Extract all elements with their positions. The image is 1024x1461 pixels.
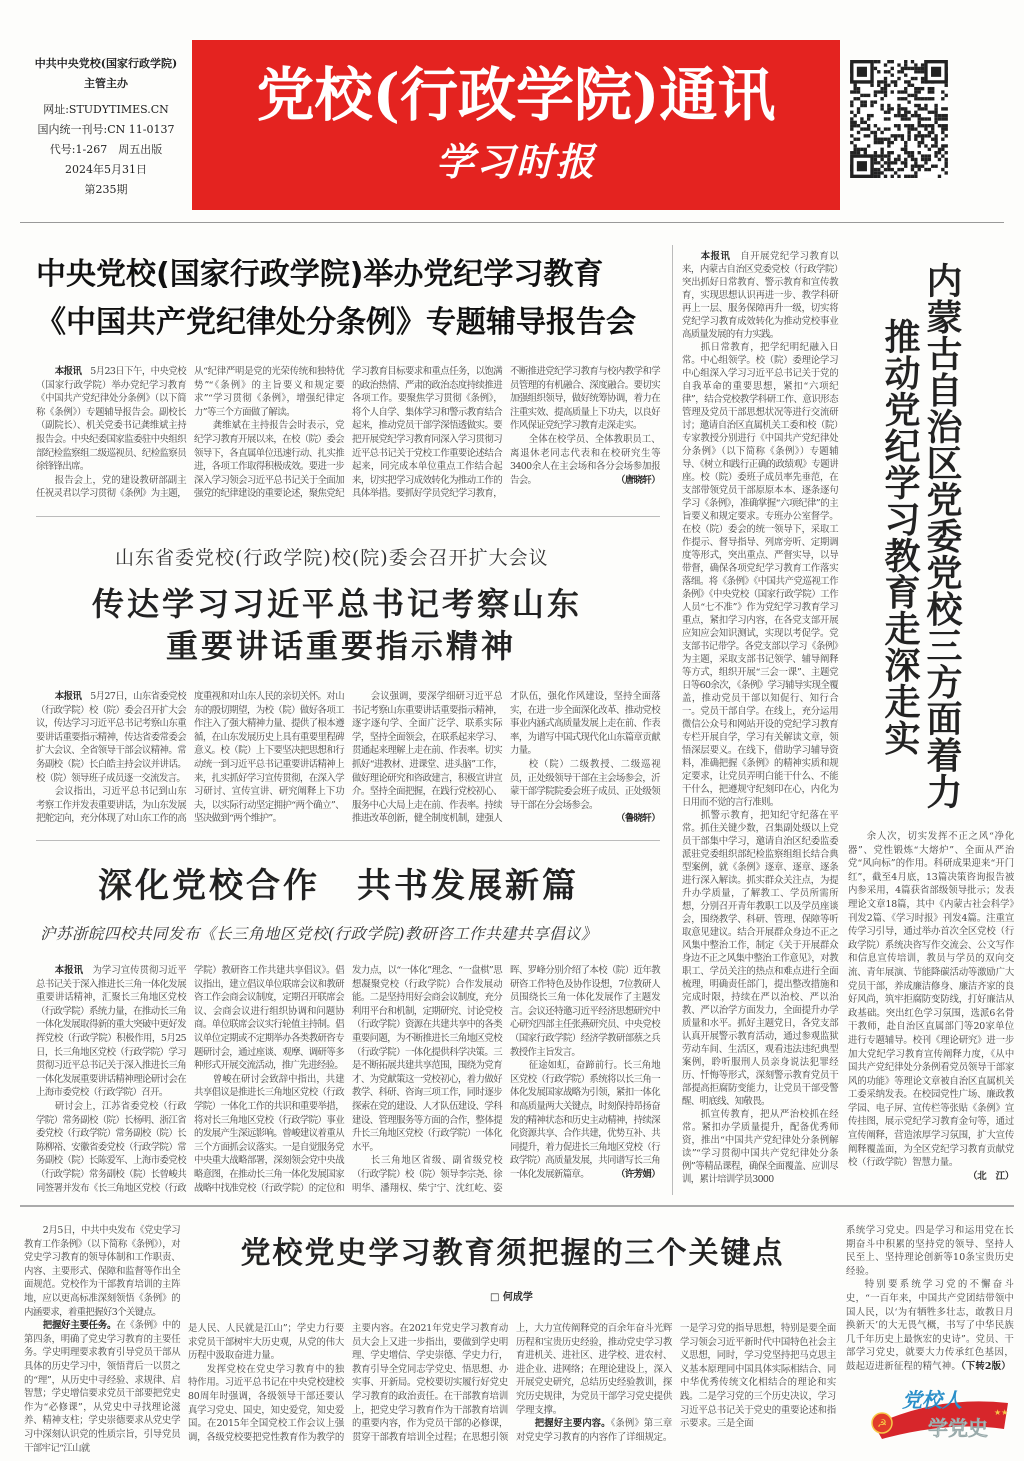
paragraph xyxy=(510,1059,660,1181)
paragraph-text: 《条例》第三章对党史学习教育的内容作了详细规定。一是学习党的指导思想，特别是要全面学习领会习近平新时代中国特色社会主义思想，同时，学习党坚持把马克思主义基本原理同中国具体实际相结合、同中华优秀传统文化相结合的理论和实践。二是学习党的三个历史决议，学习习近平总书记关于党史的重要论述和指示要求。三是全面 xyxy=(516,1323,836,1443)
article4-body-part2 xyxy=(848,830,1014,1194)
paragraph xyxy=(188,1322,344,1363)
masthead-info xyxy=(20,40,192,210)
paragraph-text: 会议指出，习近平总书记到山东考察工作并发表重要讲话，为山东发展把舵定向，充分体现了对山东工作的高度重视和对山东人民的亲切关怀。对山东的殷切期望，为校（院）做好各项工作注入了强大精神力量、提供了根本遵循，在山东发展历史上具有重要里程碑意义。校（院）上下要坚决把思想和行动统一到习近平总书记重要讲话精神上来，扎实抓好学习宣传贯彻，在深入学习研讨、宣传宣讲、研究阐释上下功夫，以实际行动坚定拥护“两个确立”、坚决做到“两个维护”。 xyxy=(36,691,344,825)
logo-line1: 党校人 xyxy=(902,1388,962,1412)
article5-headline: 党校党史学习教育须把握的三个关键点 xyxy=(240,1236,785,1271)
paragraph xyxy=(682,341,838,809)
paragraph-text: 长三角地区省级、副省级党校（行政学院）校（院）领导李宗尧、徐明华、潘翔权、柴宁宁、沈红屹、姿晖、罗峰分别介绍了本校（院）近年教研咨工作特色及协作设想，7位教研人员围绕长三角一体化发展作了主题发言。会议还特邀习近平经济思想研究中心研究四部主任张燕研究员、中央党校（国家行政学院）经济学教研部蔡之兵教授作主旨发言。 xyxy=(352,965,660,1194)
divider xyxy=(36,516,660,517)
paragraph-text: 研讨会上，江苏省委党校（行政学院）常务副校（院）长杨明、浙江省委党校（行政学院）常务副校（院）长陈柳裕、安徽省委党校（行政学院）常务副校（院）长陈爱军、上海市委党校（行政学院）常务副校（院）长曾峻共同签署并发布《长三角地区党校（行政学院）教研咨工作共建共享倡议》。倡议指出，建立倡议单位联席会议和教研咨工作会商会议制度，定期召开联席会议、会商会议进行组织协调和问题协商。单位联席会议实行轮值主持制。倡议单位定期或不定期举办各类教研咨专题研讨会，通过座谈、观摩、调研等多种形式开展交流活动，推广先进经验。 xyxy=(36,965,344,1194)
paragraph-text: 抓宣传教育，把从严治校抓在经常。紧扣办学质量提升，配备优秀师资，推出“中国共产党纪律处分条例解读”“学习贯彻中国共产党纪律处分条例”等精品课程，确保全面覆盖、应训尽训，累计培训学员3000 xyxy=(682,1109,838,1185)
byline: （唐晓轩） xyxy=(616,474,660,486)
newspaper-title: 党校(行政学院)通讯 xyxy=(256,61,776,129)
paragraph xyxy=(846,1278,1014,1373)
svg-text:☭: ☭ xyxy=(877,1417,887,1430)
article1-body xyxy=(36,365,660,505)
paragraph-lead: 本报讯 xyxy=(54,965,84,976)
paragraph-text: 系统学习党史。四是学习和运用党在长期奋斗中积累的坚持党的领导、坚持人民至上、坚持理论创新等10条宝贵历史经验。 xyxy=(846,1225,1014,1277)
divider xyxy=(20,222,1004,223)
paragraph-text: 余人次，切实发挥不正之风“净化器”、党性锻炼“大熔炉”、全面从严治党“风向标”的作用。科研成果迎来“开门红”，截至4月底，13篇决策咨询报告被内参采用，4篇获省部级领导批示；发表理论文章18篇，其中《内蒙古社会科学》刊发2篇、《学习时报》刊发4篇。注重宣传学习引导，通过举办首次全区党校（行政学院）系统决咨写作交流会、公文写作和信息宣传培训，教员与学员的双向交流、青年展演、节能降碳活动等激励广大党员干部，养成廉洁修身、廉洁齐家的良好风尚，筑牢拒腐防变防线，打好廉洁从政基础。突出红色学习氛围，选派6名骨干教师，赴自治区直属部门等20家单位进行专题辅导。校刊《理论研究》进一步加大党纪学习教育宣传阐释力度，《从中国共产党纪律处分条例看党员领导干部家风的功能》等理论文章被自治区直属机关工委采纳发表。在校园党性广场、廉政教学园、电子屏、宣传栏等张贴《条例》宣传挂图，展示党纪学习教育金句等，通过宣传阐释，营造浓厚学习氛围，扩大宣传阐释覆盖面，为全区党纪学习教育贡献党校（行政学院）智慧力量。 xyxy=(848,831,1014,1169)
paragraph-text: 龚维斌在主持报告会时表示，党纪学习教育开展以来，在校（院）委会领导下，各直属单位迅速行动、扎实推进，各项工作取得积极成效。要进一步深入学习领会习近平总书记关于全面加强党的纪律建设的重要论述，聚焦党纪学习教育目标要求和重点任务，以饱满的政治热情、严肃的政治态度持续推进各项工作。要聚焦学习贯彻《条例》，将个人自学、集体学习和警示教育结合起来，推动党员干部学深悟透做实。要把开展党纪学习教育同深入学习贯彻习近平总书记关于党校工作重要论述结合起来，同完成本单位重点工作结合起来，切实把学习成效转化为推动工作的具体举措。要抓好学员党纪学习教育，不断推进党纪学习教育与校内教学和学员管理的有机融合、深度融合。要切实加强组织领导，做好统筹协调，着力在注重实效、提高质量上下功夫，以良好作风保证党纪学习教育走深走实。 xyxy=(194,366,660,500)
paragraph-text: 会议强调，要深学细研习近平总书记考察山东重要讲话重要指示精神，逐字逐句学、全面广泛学、联系实际学，坚持全面领会，在联系起来学习、贯通起来理解上走在前、作表率。切实抓好“进教材、进课堂、进头脑”工作，做好理论研究和咨政建言，积极宣讲宣介。坚持全面把握，在践行党校初心、服务中心大局上走在前、作表率。持续推进改革创新，健全制度机制，建强人才队伍，强化作风建设，坚持全面落实，在进一步全面深化改革、推动党校事业内涵式高质量发展上走在前、作表率，为谱写中国式现代化山东篇章贡献力量。 xyxy=(352,691,660,825)
byline: （北 江） xyxy=(968,1170,1014,1182)
paragraph-text: 在《条例》中的第四条，明确了党史学习教育的主要任务。学史明理要求教育引导党员干部从具体的历史学习中，领悟背后一以贯之的“理”，从历史中寻经验、求规律、启智慧；学史增信要求党员干部要把党史作为“必修课”，从党史中寻找理论滋养、精神支柱；学史崇德要求从党史学习中深刻认识党的性质宗旨，引导党员干部牢记“江山就 xyxy=(24,1320,180,1454)
paragraph-text: 特别要系统学习党的不懈奋斗史，“一百年来，中国共产党团结带领中国人民，以‘为有牺牲多壮志，敢教日月换新天’的大无畏气概，书写了中华民族几千年历史上最恢宏的史诗”。党员、干部学习党史，就要大力传承红色基因，鼓起迈进新征程的精气神。 xyxy=(846,1279,1014,1372)
qr-code xyxy=(850,60,948,178)
logo-line2: 学党史 xyxy=(928,1416,988,1440)
divider xyxy=(20,1205,1014,1207)
article3-subhead: 沪苏浙皖四校共同发布《长三角地区党校(行政学院)教研咨工作共建共享倡议》 xyxy=(40,925,598,943)
byline: （许芳娟） xyxy=(616,1168,660,1180)
paragraph xyxy=(36,964,186,1100)
paragraph-text: 曾峻在研讨会致辞中指出，共建共享倡议是推进长三角地区党校（行政学院）一体化工作的共识和重要举措，将对长三角地区党校（行政学院）事业的发展产生深远影响。曾峻建议着重从三个方面抓会议落实。一是自觉服务党中央重大战略部署，深刻领会党中央战略意图，在推动长三角一体化发展国家战略中找准党校（行政学院）的定位和发力点，以“一体化”理念、“一盘棋”思想凝聚党校（行政学院）合作发展动能。二是坚持用好会商会议制度，充分利用平台和机制，定期研究、讨论党校（行政学院）资源在共建共享中的各类重要问题，为不断推进长三角地区党校（行政学院）一体化提供科学决策。三是不断拓展共建共享范围，围绕为党育才、为党献策这一党校初心，着力做好教学、科研、咨询三项工作，同时逐步探索在党的建设、人才队伍建设、学科建设、管理服务等方面的合作，整体提升长三角地区党校（行政学院）一体化水平。 xyxy=(194,965,502,1194)
article4-headline-line2: 推动党纪学习教育走深走实 xyxy=(879,318,921,756)
paragraph-text: 征途如虹，奋蹄前行。长三角地区党校（行政学院）系统将以长三角一体化发展国家战略为引领，紧扣一体化和高质量两大关键点，时刻保持昂扬奋发的精神状态和历史主动精神，持续深化资源共享、合作共建，优势互补、共同提升，着力促进长三角地区党校（行政学院）高质量发展，共同谱写长三角一体化发展新篇章。 xyxy=(510,1060,660,1180)
article5-body xyxy=(188,1322,836,1456)
paragraph-text: 报告会上，党的建设教研部副主任祝灵君以学习贯彻《条例》为主题，从“纪律严明是党的光荣传统和独特优势”“《条例》的主旨要义和规定要求”“学习贯彻《条例》，增强纪律定力”等三个方面做了解读。 xyxy=(36,366,344,500)
paragraph-text: 发挥党校在党史学习教育中的独特作用。习近平总书记在中央党校建校80周年时强调，各级领导干部还要认真学习党史、国史，知史爱党，知史爱国。在2015年全国党校工作会议上强调，各级党校要把党性教育作为教学的主要内容。在2021年党史学习教育动员大会上又进一步指出，要做到学史明理、学史增信、学史崇德、学史力行，教育引导全党同志学党史、悟思想、办实事、开新局。党校要切实履行好党史学习教育的政治责任。在干部教育培训上，把党史学习教育作为干部教育培训的重要内容，作为党员干部的必修课，贯穿干部教育培训全过程；在思想引领上，大力宣传阐释党的百余年奋斗光辉历程和宝贵历史经验，推动党史学习教育进机关、进社区、进学校、进农村、进企业、进网络；在理论建设上，深入开展党史研究，总结历史经验教训，探究历史规律，为党员干部学习党史提供学理支撑。 xyxy=(188,1323,672,1443)
paragraph-text: 抓日常教育，把学纪明纪融入日常。中心组领学。校（院）委理论学习中心组深入学习习近平总书记关于党的自我革命的重要思想，紧扣“六项纪律”，结合党校教学科研工作、意识形态管理及党员干部思想状况等进行交流研讨；邀请自治区直属机关工委和校（院）专家教授分别进行《中国共产党纪律处分条例》（以下简称《条例》）专题辅导、《树立和践行正确的政绩观》专题讲座。校（院）委班子成员率先垂范，在支部带领党员干部原原本本、逐条逐句学习《条例》，准确掌握“六项纪律”的主旨要义和规定要求。专班办公室督学。在校（院）委会的统一领导下，采取工作提示、督导指导、列席旁听、定期调度等形式，突出重点、严督实导，以导带督，确保各项党纪学习教育工作落实落细。将《条例》《中国共产党巡视工作条例》《中央党校（国家行政学院）工作人员“七不准”》作为党纪学习教育学习重点，紧扣学习内容，在各党支部开展应知应会知识测试，实现以考促学。党支部书记带学。各党支部以学习《条例》为主题，采取支部书记领学、辅导阐释等方式，组织开展“三会一课”、主题党日等60余次，《条例》学习辅导实现全覆盖，推动党员干部以知促行、知行合一。党员干部自学。在线上，充分运用微信公众号和网站开设的党纪学习教育专栏开展自学，学习有关解读文章，领悟深层要义。在线下，借助学习辅导资料，准确把握《条例》的精神实质和规定要求，让党员弄明白能干什么、不能干什么，把遵规守纪刻印在心，内化为日用而不觉的言行准则。 xyxy=(682,342,838,808)
headline-line: 传达学习习近平总书记考察山东 xyxy=(92,585,583,623)
paragraph-lead: 把握好主要任务。 xyxy=(42,1320,117,1332)
article5-tail xyxy=(846,1224,1014,1380)
issue-number: 第235期 xyxy=(84,183,128,196)
continued-note: （下转2版） xyxy=(960,1360,1011,1372)
article5-author: □ 何成学 xyxy=(490,1292,533,1303)
paragraph xyxy=(682,1108,838,1186)
article2-headline xyxy=(36,583,660,667)
paragraph-lead: 把握好主要内容。 xyxy=(534,1418,611,1430)
paragraph-text: 是人民、人民就是江山”；学史力行要求党员干部树牢大历史观，从党的伟大历程中汲取奋进力量。 xyxy=(188,1323,344,1362)
paragraph-lead: 本报讯 xyxy=(700,251,731,262)
paragraph-lead: 本报讯 xyxy=(54,691,82,702)
headline-line: 《中国共产党纪律处分条例》专题辅导报告会 xyxy=(36,305,636,340)
paragraph-text: 校（院）二级教授、二级巡视员，正处级领导干部在主会场参会，沂蒙干部学院院委会班子成员、正处级领导干部在分会场参会。 xyxy=(510,758,660,811)
article4-body-part1 xyxy=(682,250,838,1194)
paragraph-text: 为学习宣传贯彻习近平总书记关于深入推进长三角一体化发展重要讲话精神，汇聚长三角地区党校（行政学院）系统力量，在推动长三角一体化发展取得新的重大突破中更好发挥党校（行政学院）积极作用，5月25日，长三角地区党校（行政学院）学习贯彻习近平总书记关于深入推进长三角一体化发展重要讲话精神理论研讨会在上海市委党校（行政学院）召开。 xyxy=(36,965,187,1099)
paragraph xyxy=(510,433,660,487)
organizer: 中共中央党校(国家行政学院) xyxy=(34,57,178,70)
column-logo-party-school-history xyxy=(868,1385,1014,1443)
headline-line: 重要讲话重要指示精神 xyxy=(166,627,517,665)
paragraph xyxy=(682,250,838,341)
issn: 国内统一刊号:CN 11-0137 xyxy=(37,123,175,136)
paragraph xyxy=(36,365,186,474)
article2-body xyxy=(36,690,660,830)
divider xyxy=(36,840,660,841)
article3-body xyxy=(36,964,660,1196)
paragraph-text: 5月23日下午，中央党校（国家行政学院）举办党纪学习教育《中国共产党纪律处分条例》（以下简称《条例》）专题辅导报告会。副校长（副院长）、机关党委书记龚维斌主持报告会。中央纪委国家监委驻中央组织部纪检监察组二级巡视员、纪检监察员徐锋锋出席。 xyxy=(36,366,186,473)
article3-headline: 深化党校合作 共书发展新篇 xyxy=(98,866,579,906)
byline: （鲁晓轩） xyxy=(616,813,660,825)
paragraph-lead: 本报讯 xyxy=(54,366,82,377)
paragraph-text: 全体在校学员、全体教职员工、离退休老同志代表和在校研究生等3400余人在主会场和各分会场参加报告会。 xyxy=(510,433,660,486)
paragraph xyxy=(846,1224,1014,1278)
paragraph-text: 抓警示教育，把知纪守纪落在平常。抓住关键少数，召集副处级以上党员干部集中学习，邀请自治区纪委监委派驻党委组织部纪检监察组组长结合典型案例，就《条例》逐章、逐章、逐条进行深入解读。抓实群众关注点，为提升办学质量，了解教工、学员所需所想，分别召开青年教职工以及学员座谈会，围绕教学、科研、管理、保障等听取意见建议。结合开展群众身边不正之风集中整治工作，制定《关于开展群众身边不正之风集中整治工作意见》，对教职工、学员关注的热点和难点进行全面梳理，明确责任部门，提出整改措施和完成时限，持续在严以治校、严以治教、严以治学方面发力，全面提升办学质量和水平。抓好主题党日，各党支部认真开展警示教育活动，通过参观监狱劳动车间、生活区，观看违法违纪典型案例，聆听服刑人员亲身说法犯罪经历、忏悔等形式，深刻警示教育党员干部提高拒腐防变能力，让党员干部受警醒、明底线、知敬畏。 xyxy=(682,810,838,1107)
paragraph xyxy=(848,830,1014,1182)
article5-intro xyxy=(24,1224,180,1456)
svg-text:★★: ★★ xyxy=(994,1408,1009,1417)
article2-kicker: 山东省委党校(行政学院)校(院)委会召开扩大会议 xyxy=(115,547,549,569)
paragraph xyxy=(510,758,660,825)
paragraph-text: 自开展党纪学习教育以来，内蒙古自治区党委党校（行政学院）突出抓好日常教育、警示教育和宣传教育，实现思想认识再进一步、教学科研再上一层、服务保障再升一级，切实将党纪学习教育成效转化为推动党校事业高质量发展的有力实践。 xyxy=(682,251,838,340)
issue-date: 2024年5月31日 xyxy=(65,163,147,176)
study-times-logo: 学习时报 xyxy=(435,139,596,184)
paragraph-text: 2月5日，中共中央发布《党史学习教育工作条例》（以下简称《条例》），对党史学习教育的领导体制和工作职责、内容、主要形式、保障和监督等作出全面规范。党校作为干部教育培训的主阵地，应以更高标准深刻领悟《条例》的内涵要求，着重把握好3个关键点。 xyxy=(24,1225,180,1318)
paragraph-text: 5月27日，山东省委党校（行政学院）校（院）委会召开扩大会议，传达学习习近平总书记考察山东重要讲话重要指示精神，传达省委常委会扩大会议、全省领导干部会议精神。常务副校（院）长白皓主持会议并讲话。校（院）领导班子成员逐一交流发言。 xyxy=(36,691,186,784)
paragraph xyxy=(24,1224,180,1319)
article4-headline-line1: 内蒙古自治区党委党校三方面着力 xyxy=(921,262,963,810)
paragraph xyxy=(36,690,186,785)
publication-code: 代号:1-267 周五出版 xyxy=(49,143,163,156)
paragraph xyxy=(24,1319,180,1455)
headline-line: 中央党校(国家行政学院)举办党纪学习教育 xyxy=(36,257,604,292)
masthead-banner xyxy=(192,40,840,210)
column-divider xyxy=(672,245,673,1195)
organizer-role: 主管主办 xyxy=(84,77,128,90)
website: 网址:STUDYTIMES.CN xyxy=(43,103,169,116)
paragraph xyxy=(682,809,838,1108)
article1-headline xyxy=(36,252,636,346)
